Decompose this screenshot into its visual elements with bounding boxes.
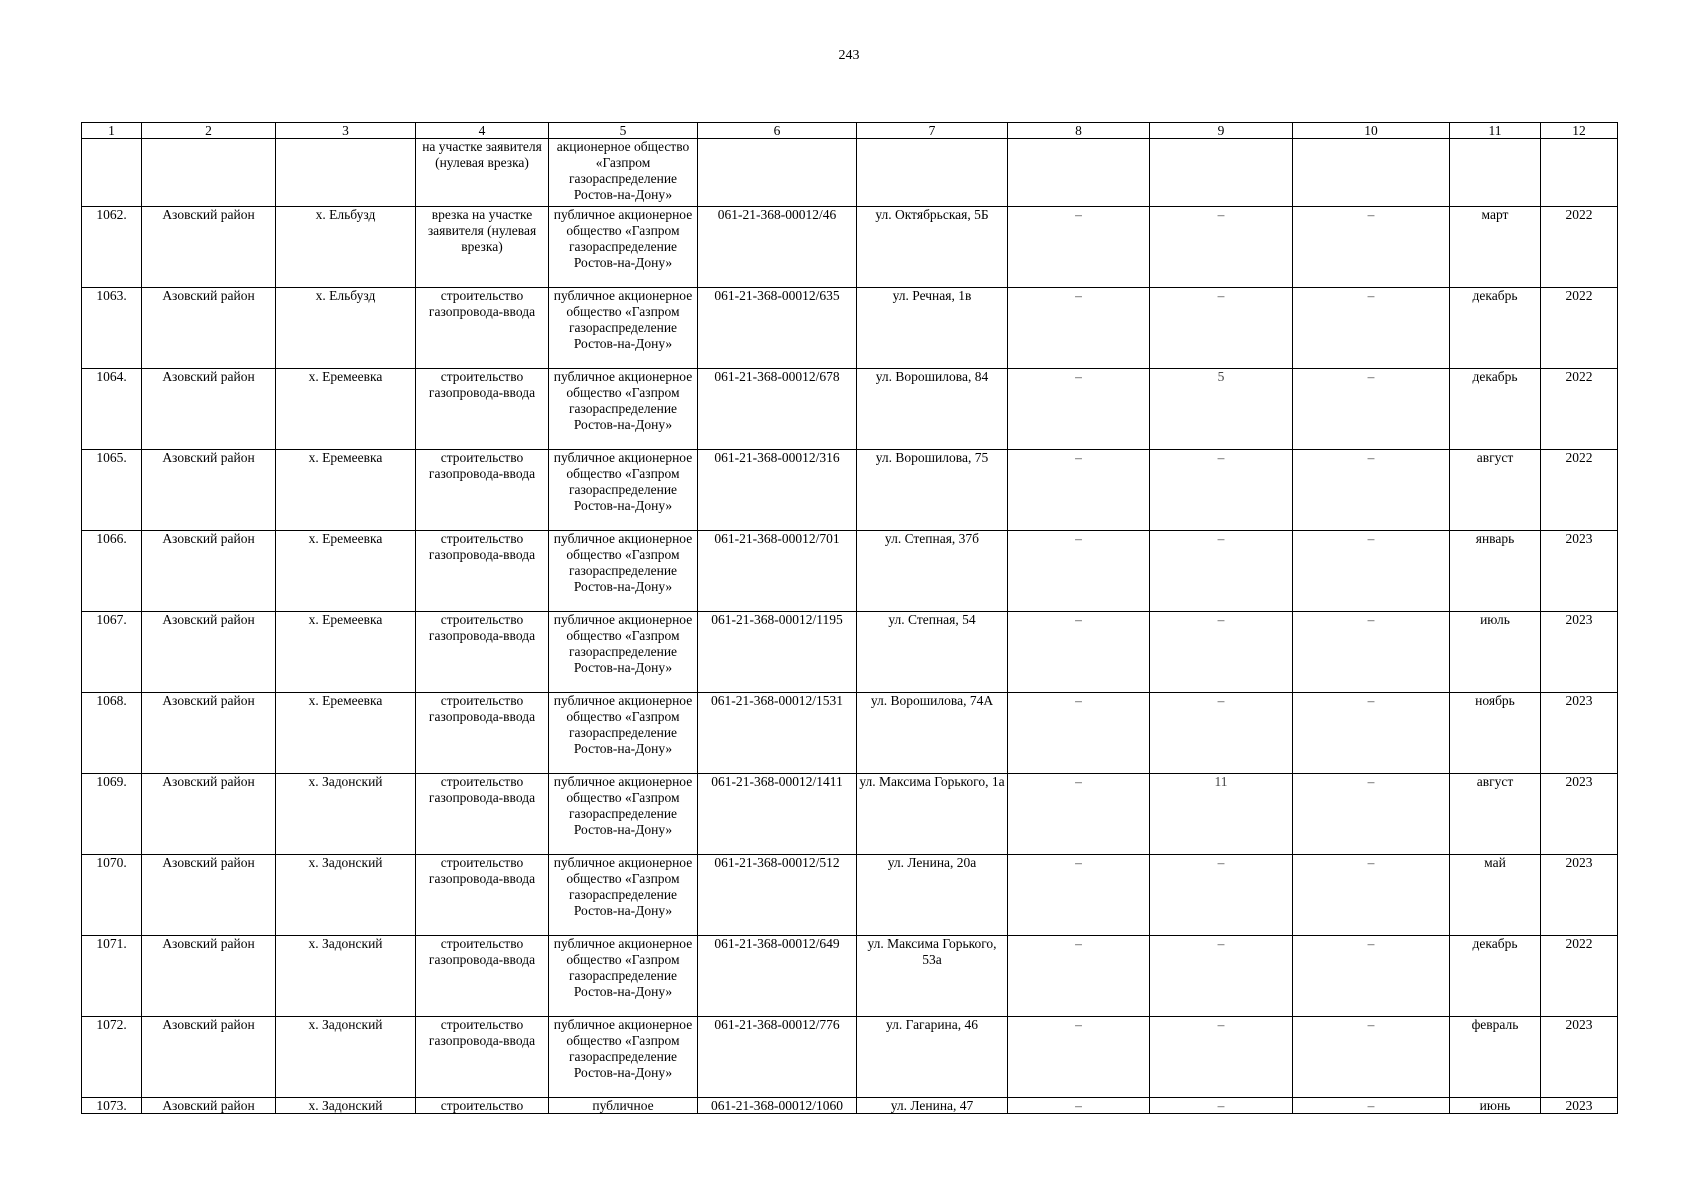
contract-number-cell: 061-21-368-00012/1195 [698,612,857,693]
empty-cell [857,139,1008,207]
column-number: 11 [1450,123,1541,139]
empty-cell [1008,139,1150,207]
month-cell: февраль [1450,1017,1541,1098]
contract-number-cell: 061-21-368-00012/316 [698,450,857,531]
district-cell: Азовский район [142,1017,276,1098]
row-number-cell: 1063. [82,288,142,369]
organization-cell: публичное акционерное общество «Газпром газораспределение Ростов-на-Дону» [549,936,698,1017]
month-cell: июль [1450,612,1541,693]
locality-cell: х. Еремеевка [276,369,416,450]
year-cell: 2023 [1541,531,1618,612]
column-number: 5 [549,123,698,139]
locality-cell: х. Ельбузд [276,288,416,369]
year-cell: 2022 [1541,369,1618,450]
work-type-cell: врезка на участке заявителя (нулевая врезка) [416,207,549,288]
empty-cell [1541,139,1618,207]
locality-cell: х. Задонский [276,1098,416,1114]
data-table [81,122,1618,1114]
organization-cell: публичное акционерное общество «Газпром газораспределение Ростов-на-Дону» [549,855,698,936]
col8-cell: – [1008,693,1150,774]
work-type-cell: строительство газопровода-ввода [416,288,549,369]
year-cell: 2023 [1541,1017,1618,1098]
year-cell: 2023 [1541,693,1618,774]
col8-cell: – [1008,1017,1150,1098]
table-row [82,531,1618,612]
contract-number-cell: 061-21-368-00012/635 [698,288,857,369]
contract-number-cell: 061-21-368-00012/46 [698,207,857,288]
col9-cell: – [1150,936,1293,1017]
contract-number-cell: 061-21-368-00012/776 [698,1017,857,1098]
column-number-row [82,123,1618,139]
organization-cell: публичное акционерное общество «Газпром газораспределение Ростов-на-Дону» [549,369,698,450]
table-row [82,612,1618,693]
table-row [82,1098,1618,1114]
table-row [82,369,1618,450]
contract-number-cell: 061-21-368-00012/678 [698,369,857,450]
col9-cell: – [1150,693,1293,774]
year-cell: 2022 [1541,207,1618,288]
work-type-cell: строительство газопровода-ввода [416,369,549,450]
district-cell: Азовский район [142,774,276,855]
year-cell: 2022 [1541,936,1618,1017]
table-row [82,855,1618,936]
col9-cell: 11 [1150,774,1293,855]
district-cell: Азовский район [142,207,276,288]
table-row [82,1017,1618,1098]
address-cell: ул. Октябрьская, 5Б [857,207,1008,288]
table-row [82,693,1618,774]
district-cell: Азовский район [142,693,276,774]
locality-cell: х. Еремеевка [276,531,416,612]
col8-cell: – [1008,1098,1150,1114]
month-cell: август [1450,450,1541,531]
work-type-cell: строительство газопровода-ввода [416,774,549,855]
address-cell: ул. Ворошилова, 84 [857,369,1008,450]
empty-cell [698,139,857,207]
month-cell: ноябрь [1450,693,1541,774]
row-number-cell: 1068. [82,693,142,774]
locality-cell: х. Ельбузд [276,207,416,288]
empty-cell [276,139,416,207]
empty-cell [142,139,276,207]
month-cell: май [1450,855,1541,936]
row-number-cell: 1064. [82,369,142,450]
col10-cell: – [1293,207,1450,288]
contract-number-cell: 061-21-368-00012/1060 [698,1098,857,1114]
col9-cell: – [1150,207,1293,288]
district-cell: Азовский район [142,531,276,612]
column-number: 3 [276,123,416,139]
organization-cell: публичное акционерное общество «Газпром газораспределение Ростов-на-Дону» [549,450,698,531]
address-cell: ул. Степная, 37б [857,531,1008,612]
column-number: 12 [1541,123,1618,139]
work-type-cell: строительство газопровода-ввода [416,450,549,531]
col9-cell: – [1150,450,1293,531]
table-row [82,774,1618,855]
organization-cell: публичное акционерное общество «Газпром газораспределение Ростов-на-Дону» [549,774,698,855]
district-cell: Азовский район [142,288,276,369]
table-row [82,936,1618,1017]
column-number: 8 [1008,123,1150,139]
work-type-cell: строительство газопровода-ввода [416,1017,549,1098]
work-type-cell: строительство газопровода-ввода [416,855,549,936]
col8-cell: – [1008,207,1150,288]
month-cell: декабрь [1450,369,1541,450]
address-cell: ул. Ленина, 47 [857,1098,1008,1114]
empty-cell [1293,139,1450,207]
col8-cell: – [1008,612,1150,693]
locality-cell: х. Задонский [276,1017,416,1098]
col8-cell: – [1008,774,1150,855]
col9-cell: – [1150,288,1293,369]
month-cell: июнь [1450,1098,1541,1114]
month-cell: декабрь [1450,936,1541,1017]
col10-cell: – [1293,1017,1450,1098]
year-cell: 2023 [1541,612,1618,693]
work-type-cell: строительство [416,1098,549,1114]
column-number: 4 [416,123,549,139]
col10-cell: – [1293,531,1450,612]
column-number: 2 [142,123,276,139]
organization-cell: публичное акционерное общество «Газпром газораспределение Ростов-на-Дону» [549,1017,698,1098]
table-row [82,450,1618,531]
row-number-cell: 1065. [82,450,142,531]
work-type-cell: строительство газопровода-ввода [416,531,549,612]
address-cell: ул. Речная, 1в [857,288,1008,369]
col10-cell: – [1293,288,1450,369]
empty-cell [1150,139,1293,207]
address-cell: ул. Ворошилова, 74А [857,693,1008,774]
col10-cell: – [1293,855,1450,936]
organization-cell: акционерное общество «Газпром газораспределение Ростов-на-Дону» [549,139,698,207]
row-number-cell: 1066. [82,531,142,612]
col10-cell: – [1293,612,1450,693]
district-cell: Азовский район [142,612,276,693]
address-cell: ул. Максима Горького, 53а [857,936,1008,1017]
column-number: 7 [857,123,1008,139]
contract-number-cell: 061-21-368-00012/512 [698,855,857,936]
work-type-cell: строительство газопровода-ввода [416,936,549,1017]
address-cell: ул. Ворошилова, 75 [857,450,1008,531]
year-cell: 2022 [1541,288,1618,369]
contract-number-cell: 061-21-368-00012/701 [698,531,857,612]
organization-cell: публичное акционерное общество «Газпром газораспределение Ростов-на-Дону» [549,207,698,288]
column-number: 9 [1150,123,1293,139]
col8-cell: – [1008,450,1150,531]
contract-number-cell: 061-21-368-00012/1531 [698,693,857,774]
row-number-cell: 1073. [82,1098,142,1114]
work-type-cell: на участке заявителя (нулевая врезка) [416,139,549,207]
district-cell: Азовский район [142,936,276,1017]
year-cell: 2023 [1541,1098,1618,1114]
col8-cell: – [1008,531,1150,612]
col10-cell: – [1293,369,1450,450]
page-number: 243 [838,48,860,63]
col10-cell: – [1293,774,1450,855]
locality-cell: х. Еремеевка [276,450,416,531]
address-cell: ул. Степная, 54 [857,612,1008,693]
empty-cell [1450,139,1541,207]
contract-number-cell: 061-21-368-00012/649 [698,936,857,1017]
row-number-cell: 1070. [82,855,142,936]
locality-cell: х. Еремеевка [276,693,416,774]
district-cell: Азовский район [142,450,276,531]
year-cell: 2023 [1541,855,1618,936]
row-number-cell: 1062. [82,207,142,288]
organization-cell: публичное акционерное общество «Газпром газораспределение Ростов-на-Дону» [549,612,698,693]
col9-cell: – [1150,1017,1293,1098]
contract-number-cell: 061-21-368-00012/1411 [698,774,857,855]
locality-cell: х. Задонский [276,936,416,1017]
locality-cell: х. Задонский [276,855,416,936]
year-cell: 2022 [1541,450,1618,531]
row-number-cell: 1069. [82,774,142,855]
col10-cell: – [1293,450,1450,531]
continuation-row [82,139,1618,207]
column-number: 6 [698,123,857,139]
col10-cell: – [1293,1098,1450,1114]
organization-cell: публичное акционерное общество «Газпром газораспределение Ростов-на-Дону» [549,531,698,612]
col9-cell: – [1150,1098,1293,1114]
row-number-cell: 1067. [82,612,142,693]
col9-cell: – [1150,855,1293,936]
district-cell: Азовский район [142,369,276,450]
work-type-cell: строительство газопровода-ввода [416,693,549,774]
col8-cell: – [1008,936,1150,1017]
table-row [82,207,1618,288]
district-cell: Азовский район [142,1098,276,1114]
col8-cell: – [1008,855,1150,936]
col9-cell: 5 [1150,369,1293,450]
work-type-cell: строительство газопровода-ввода [416,612,549,693]
empty-cell [82,139,142,207]
organization-cell: публичное акционерное общество «Газпром газораспределение Ростов-на-Дону» [549,693,698,774]
locality-cell: х. Еремеевка [276,612,416,693]
row-number-cell: 1071. [82,936,142,1017]
year-cell: 2023 [1541,774,1618,855]
address-cell: ул. Максима Горького, 1а [857,774,1008,855]
col10-cell: – [1293,936,1450,1017]
row-number-cell: 1072. [82,1017,142,1098]
address-cell: ул. Гагарина, 46 [857,1017,1008,1098]
address-cell: ул. Ленина, 20а [857,855,1008,936]
col9-cell: – [1150,612,1293,693]
col8-cell: – [1008,369,1150,450]
month-cell: январь [1450,531,1541,612]
month-cell: август [1450,774,1541,855]
col8-cell: – [1008,288,1150,369]
column-number: 1 [82,123,142,139]
organization-cell: публичное [549,1098,698,1114]
locality-cell: х. Задонский [276,774,416,855]
month-cell: декабрь [1450,288,1541,369]
organization-cell: публичное акционерное общество «Газпром газораспределение Ростов-на-Дону» [549,288,698,369]
table-row [82,288,1618,369]
column-number: 10 [1293,123,1450,139]
col9-cell: – [1150,531,1293,612]
col10-cell: – [1293,693,1450,774]
district-cell: Азовский район [142,855,276,936]
month-cell: март [1450,207,1541,288]
